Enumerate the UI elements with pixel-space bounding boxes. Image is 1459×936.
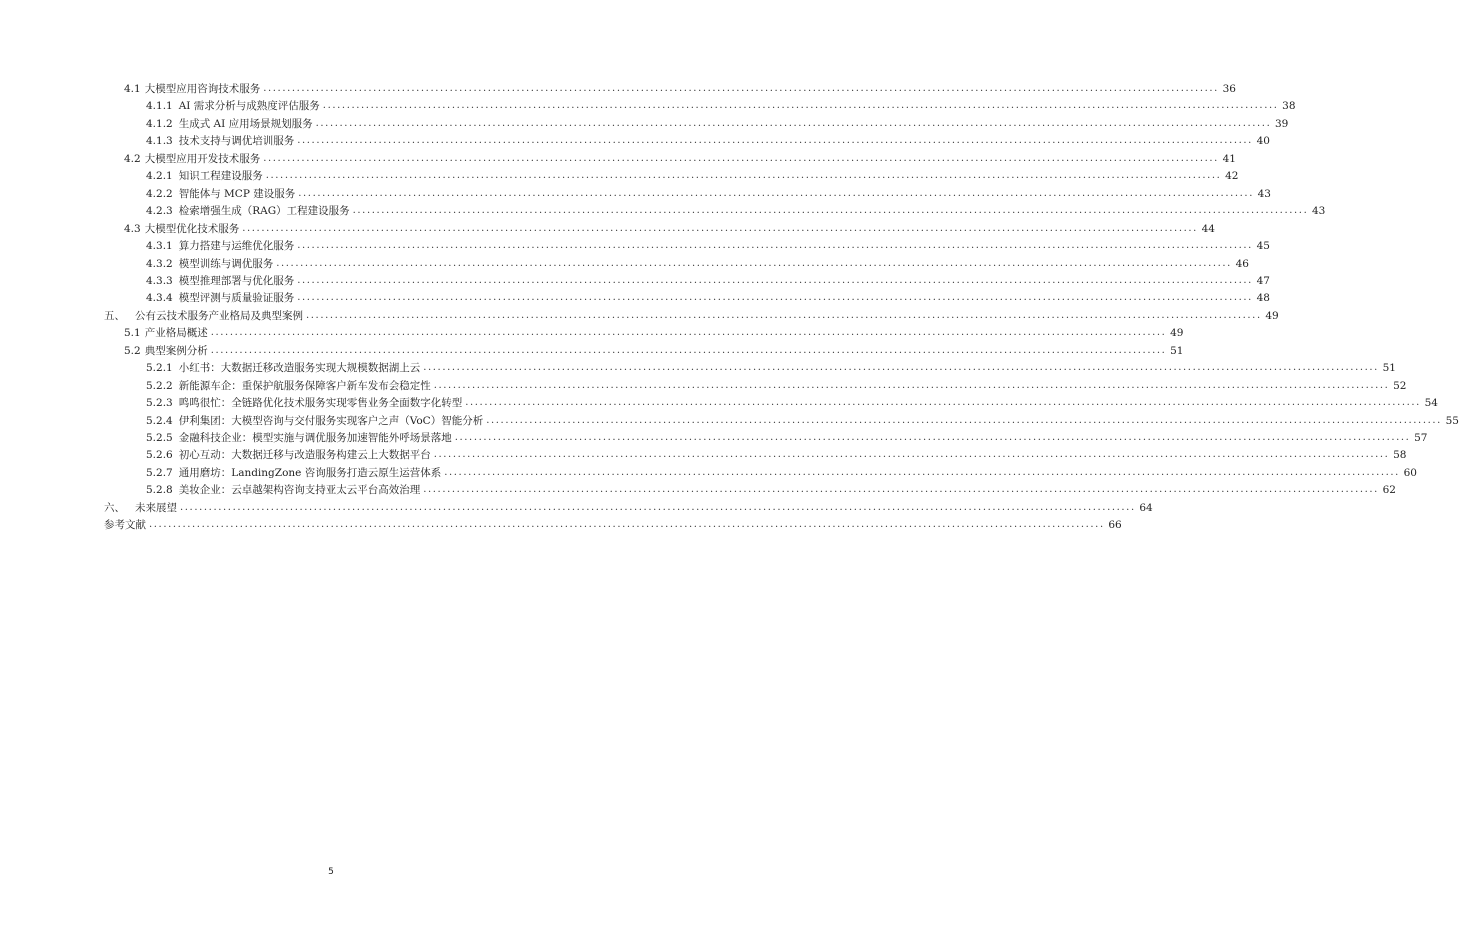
toc-entry-page: 45 [1256,240,1270,253]
toc-entry-page: 51 [1170,344,1184,357]
toc-entry-number: 5.2.3 [146,397,173,410]
toc-entry[interactable] [124,148,1236,166]
toc-entry-title: 典型案例分析 [144,344,208,357]
toc-dot-leader: ........................................................................................................................................................................................................ [486,414,1442,426]
toc-entry-number: 5.1 [124,327,141,340]
toc-entry-title: 伊利集团：大模型咨询与交付服务实现客户之声（VoC）智能分析 [178,414,484,427]
toc-entry-number: 5.2 [124,344,141,357]
toc-entry[interactable] [146,375,1407,393]
toc-dot-leader: ........................................................................................................................................................................................................ [423,362,1379,374]
toc-entry-page: 48 [1256,292,1270,305]
toc-entry[interactable] [146,462,1417,480]
toc-dot-leader: ........................................................................................................................................................................................................ [180,501,1136,513]
toc-entry[interactable] [146,95,1296,113]
toc-entry-title: 公有云技术服务产业格局及典型案例 [135,309,303,322]
toc-entry-number: 4.3.4 [146,292,173,305]
toc-entry-number: 5.2.7 [146,466,173,479]
toc-entry-title: 模型评测与质量验证服务 [178,292,295,305]
toc-entry-number: 5.2.2 [146,379,173,392]
toc-dot-leader: ........................................................................................................................................................................................................ [306,309,1262,321]
toc-entry-page: 49 [1170,327,1184,340]
toc-entry-page: 58 [1393,449,1407,462]
toc-entry-title: 初心互动：大数据迁移与改造服务构建云上大数据平台 [178,449,431,462]
toc-entry[interactable] [124,322,1184,340]
toc-entry-page: 42 [1225,170,1239,183]
toc-dot-leader: ........................................................................................................................................................................................................ [433,379,1390,391]
toc-entry[interactable] [146,235,1270,253]
toc-entry-title: 小红书：大数据迁移改造服务实现大规模数据湖上云 [178,362,421,375]
toc-entry-page: 40 [1256,135,1270,148]
toc-dot-leader: ........................................................................................................................................................................................................ [444,466,1400,478]
toc-entry[interactable] [146,357,1396,375]
toc-entry-page: 64 [1139,501,1153,514]
toc-dot-leader: ........................................................................................................................................................................................................ [433,449,1390,461]
toc-entry-title: 通用磨坊：LandingZone 咨询服务打造云原生运营体系 [178,466,442,479]
toc-entry-number: 5.2.8 [146,484,173,497]
toc-entry-number: 4.2.1 [146,170,173,183]
toc-entry-page: 54 [1424,397,1438,410]
toc-entry[interactable] [146,479,1396,497]
toc-dot-leader: ........................................................................................................................................................................................................ [210,344,1167,356]
toc-entry[interactable] [146,113,1289,131]
toc-entry-number: 4.1.1 [146,100,173,113]
toc-entry[interactable] [146,200,1326,218]
toc-entry-title: 检索增强生成（RAG）工程建设服务 [178,205,350,218]
toc-dot-leader: ........................................................................................................................................................................................................ [265,170,1222,182]
toc-entry-title: 金融科技企业：模型实施与调优服务加速智能外呼场景落地 [178,432,452,444]
toc-entry-title: 新能源车企：重保护航服务保障客户新车发布会稳定性 [178,379,431,392]
toc-dot-leader: ........................................................................................................................................................................................................ [263,83,1219,94]
toc-entry-page: 36 [1222,83,1236,95]
toc-entry-title: 鸣鸣很忙：全链路优化技术服务实现零售业务全面数字化转型 [178,397,463,410]
toc-entry[interactable] [146,392,1438,410]
toc-dot-leader: ........................................................................................................................................................................................................ [298,187,1254,199]
toc-entry-number: 4.2.3 [146,205,173,218]
toc-entry-page: 60 [1403,466,1417,479]
toc-dot-leader: ........................................................................................................................................................................................................ [297,292,1253,304]
toc-entry-page: 44 [1201,222,1215,235]
toc-dot-leader: ........................................................................................................................................................................................................ [297,240,1253,252]
toc-entry[interactable] [146,427,1428,445]
toc-dot-leader: ........................................................................................................................................................................................................ [322,100,1279,112]
toc-entry-title: 算力搭建与运维优化服务 [178,240,295,253]
toc-entry-number: 4.1.2 [146,117,173,130]
toc-entry-number: 五、 [104,309,125,322]
toc-entry[interactable] [146,165,1239,183]
toc-entry-number: 5.2.1 [146,362,173,375]
toc-entry-page: 43 [1311,205,1326,218]
toc-entry-title: 智能体与 MCP 建设服务 [178,187,296,200]
toc-entry-title: 大模型应用开发技术服务 [144,152,261,165]
toc-entry-title: 知识工程建设服务 [178,170,263,183]
toc-entry-page: 43 [1257,187,1271,200]
toc-entry[interactable] [146,253,1249,271]
toc-entry-title: 技术支持与调优培训服务 [178,135,295,148]
toc-entry[interactable] [124,218,1215,236]
toc-entry-page: 66 [1108,519,1122,532]
toc-entry-number: 4.3 [124,222,141,235]
toc-entry[interactable] [146,270,1270,288]
toc-entry-page: 47 [1256,274,1270,287]
toc-entry-title: 模型训练与调优服务 [178,257,274,270]
toc-entry-number: 4.2 [124,152,141,165]
toc-dot-leader: ........................................................................................................................................................................................................ [352,205,1309,217]
toc-entry-number: 5.2.4 [146,414,173,427]
toc-dot-leader: ........................................................................................................................................................................................................ [297,135,1253,147]
toc-entry-page: 38 [1282,100,1296,113]
toc-dot-leader: ........................................................................................................................................................................................................ [423,484,1379,496]
toc-dot-leader: ........................................................................................................................................................................................................ [315,117,1272,129]
toc-entry-page: 41 [1222,152,1236,165]
toc-entry-number: 4.2.2 [146,187,173,200]
toc-entry-title: 大模型优化技术服务 [144,222,240,235]
toc-entry-title: 参考文献 [104,519,146,532]
toc-entry-title: 生成式 AI 应用场景规划服务 [178,117,313,130]
toc-dot-leader: ........................................................................................................................................................................................................ [149,519,1105,531]
toc-entry-page: 51 [1382,362,1396,375]
toc-entry-title: 模型推理部署与优化服务 [178,274,295,287]
toc-dot-leader: ........................................................................................................................................................................................................ [465,397,1421,409]
toc-entry-page: 52 [1393,379,1407,392]
toc-dot-leader: ........................................................................................................................................................................................................ [297,274,1253,286]
toc-dot-leader: ........................................................................................................................................................................................................ [242,222,1198,234]
toc-entry-page: 39 [1275,117,1289,130]
toc-entry-number: 六、 [104,501,125,514]
toc-entry-number: 4.3.3 [146,274,173,287]
toc-entry-number: 4.1 [124,83,141,95]
toc-entry[interactable] [146,444,1407,462]
toc-entry-page: 46 [1235,257,1249,270]
toc-entry-title: 美妆企业：云卓越架构咨询支持亚太云平台高效治理 [178,484,421,497]
toc-entry-title: 未来展望 [135,501,177,514]
toc-entry[interactable] [146,183,1271,201]
toc-entry-title: AI 需求分析与成熟度评估服务 [178,100,320,113]
toc-dot-leader: ........................................................................................................................................................................................................ [263,152,1219,164]
toc-entry[interactable] [104,305,1279,323]
toc-dot-leader: ........................................................................................................................................................................................................ [454,432,1411,443]
toc-entry[interactable] [124,340,1184,358]
toc-dot-leader: ........................................................................................................................................................................................................ [276,257,1232,269]
toc-entry-page: 55 [1445,414,1459,427]
toc-entry[interactable] [146,287,1270,305]
toc-entry[interactable] [146,130,1270,148]
toc-entry-number: 5.2.6 [146,449,173,462]
toc-entry-number: 4.1.3 [146,135,173,148]
toc-entry-page: 62 [1382,484,1396,497]
toc-entry[interactable] [104,497,1153,515]
toc-entry[interactable] [124,78,1236,96]
toc-entry-title: 大模型应用咨询技术服务 [144,83,261,95]
page-number: 5 [328,867,334,877]
toc-entry-number: 4.3.2 [146,257,173,270]
toc-entry-page: 57 [1414,432,1428,444]
toc-entry-number: 4.3.1 [146,240,173,253]
toc-dot-leader: ........................................................................................................................................................................................................ [210,327,1167,339]
toc-entry-number: 5.2.5 [146,432,173,444]
toc-entry[interactable] [146,410,1459,428]
toc-entry-title: 产业格局概述 [144,327,208,340]
toc-entry[interactable] [104,514,1122,532]
toc-entry-page: 49 [1265,309,1279,322]
